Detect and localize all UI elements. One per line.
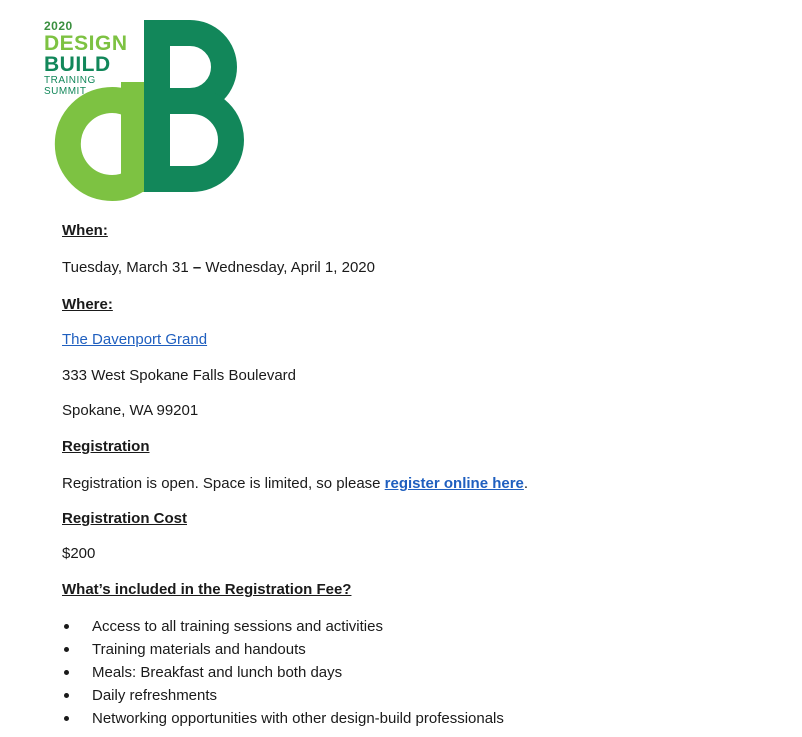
- when-heading: When:: [62, 222, 108, 239]
- event-dates: [62, 259, 375, 276]
- included-heading: What’s included in the Registration Fee?: [62, 581, 352, 598]
- bullet-icon: [64, 716, 69, 721]
- registration-text-before: Registration is open. Space is limited, so please: [62, 475, 385, 492]
- registration-text-after: .: [523, 475, 529, 492]
- bullet-icon: [64, 647, 69, 652]
- list-item: Meals: Breakfast and lunch both days: [62, 661, 504, 684]
- address-line-1: 333 West Spokane Falls Boulevard: [62, 367, 297, 384]
- list-item: Networking opportunities with other design-build professionals: [62, 707, 504, 730]
- date-end: Wednesday, April 1, 2020: [205, 259, 375, 276]
- where-heading: Where:: [62, 296, 113, 313]
- logo-build: BUILD: [44, 53, 111, 76]
- logo-wordmark: [44, 20, 128, 97]
- registration-cost-heading: Registration Cost: [62, 510, 188, 527]
- venue-link[interactable]: The Davenport Grand: [62, 331, 208, 348]
- registration-cost-amount: $200: [62, 545, 96, 562]
- included-list: [62, 615, 504, 730]
- logo-design: DESIGN: [44, 32, 128, 55]
- registration-text: [62, 475, 528, 492]
- list-item: Training materials and handouts: [62, 638, 504, 661]
- date-start: Tuesday, March 31: [62, 259, 189, 276]
- venue-line: [62, 331, 207, 348]
- bullet-icon: [64, 693, 69, 698]
- bullet-icon: [64, 624, 69, 629]
- address-line-2: Spokane, WA 99201: [62, 402, 199, 419]
- registration-heading: Registration: [62, 438, 150, 455]
- logo-year: 2020: [44, 19, 73, 33]
- register-online-link[interactable]: register online here: [384, 475, 524, 492]
- logo-training: TRAINING: [44, 75, 96, 86]
- logo-summit: SUMMIT: [44, 86, 87, 97]
- list-item: Access to all training sessions and activities: [62, 615, 504, 638]
- bullet-icon: [64, 670, 69, 675]
- date-dash: –: [192, 259, 202, 276]
- list-item: Daily refreshments: [62, 684, 504, 707]
- design-build-summit-logo: [34, 10, 246, 202]
